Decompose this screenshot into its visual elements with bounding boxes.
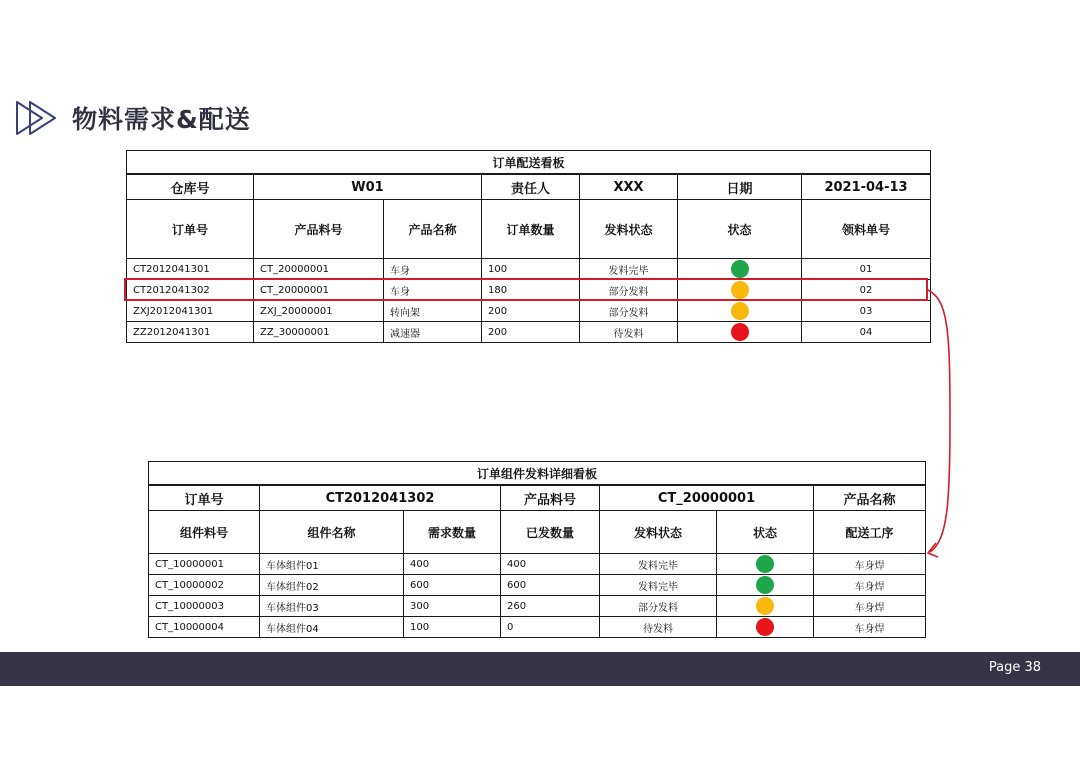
component-part-number: CT_10000002 — [149, 575, 260, 596]
delivery-process: 车身焊 — [814, 596, 926, 617]
status-light-icon — [756, 555, 774, 573]
table-row — [127, 301, 931, 322]
board-caption: 订单配送看板 — [127, 151, 931, 175]
board-caption: 订单组件发料详细看板 — [149, 462, 926, 486]
status-cell — [678, 259, 802, 280]
date-value: 2021-04-13 — [802, 174, 931, 200]
warehouse-label: 仓库号 — [127, 174, 254, 200]
column-header: 订单号 — [127, 200, 254, 259]
product-name: 车身 — [384, 280, 482, 301]
part-value: CT_20000001 — [600, 485, 814, 511]
double-chevron-right-icon — [16, 100, 62, 136]
demand-quantity: 600 — [404, 575, 501, 596]
product-name: 车身 — [384, 259, 482, 280]
status-cell — [717, 575, 814, 596]
status-light-icon — [756, 597, 774, 615]
column-header: 已发数量 — [501, 511, 600, 554]
status-cell — [717, 554, 814, 575]
status-cell — [678, 322, 802, 343]
delivery-process: 车身焊 — [814, 575, 926, 596]
issued-quantity: 400 — [501, 554, 600, 575]
issue-status: 发料完毕 — [600, 575, 717, 596]
order-quantity: 200 — [482, 301, 580, 322]
status-cell — [717, 617, 814, 638]
status-cell — [717, 596, 814, 617]
table-row — [127, 322, 931, 343]
status-light-icon — [731, 302, 749, 320]
order-value: CT2012041302 — [260, 485, 501, 511]
product-part-number: ZZ_30000001 — [254, 322, 384, 343]
order-number: ZZ2012041301 — [127, 322, 254, 343]
order-quantity: 180 — [482, 280, 580, 301]
status-light-icon — [756, 618, 774, 636]
order-quantity: 100 — [482, 259, 580, 280]
order-delivery-board — [126, 150, 931, 343]
column-header: 组件名称 — [260, 511, 404, 554]
column-header: 产品名称 — [384, 200, 482, 259]
status-cell — [678, 301, 802, 322]
column-header: 状态 — [717, 511, 814, 554]
delivery-process: 车身焊 — [814, 554, 926, 575]
column-header: 订单数量 — [482, 200, 580, 259]
issue-status: 部分发料 — [580, 280, 678, 301]
pick-list-number: 01 — [802, 259, 931, 280]
status-light-icon — [731, 281, 749, 299]
column-header: 状态 — [678, 200, 802, 259]
column-header: 配送工序 — [814, 511, 926, 554]
issued-quantity: 0 — [501, 617, 600, 638]
table-row — [149, 554, 926, 575]
column-header: 发料状态 — [580, 200, 678, 259]
issued-quantity: 260 — [501, 596, 600, 617]
status-light-icon — [731, 260, 749, 278]
component-name: 车体组件02 — [260, 575, 404, 596]
order-number: ZXJ2012041301 — [127, 301, 254, 322]
page-number: Page 38 — [988, 660, 1041, 675]
owner-label: 责任人 — [482, 174, 580, 200]
column-header: 领料单号 — [802, 200, 931, 259]
component-part-number: CT_10000001 — [149, 554, 260, 575]
owner-value: XXX — [580, 174, 678, 200]
column-header: 需求数量 — [404, 511, 501, 554]
delivery-process: 车身焊 — [814, 617, 926, 638]
table-row — [149, 596, 926, 617]
order-number: CT2012041301 — [127, 259, 254, 280]
issue-status: 部分发料 — [580, 301, 678, 322]
column-header: 产品料号 — [254, 200, 384, 259]
issue-status: 待发料 — [580, 322, 678, 343]
component-part-number: CT_10000003 — [149, 596, 260, 617]
component-name: 车体组件01 — [260, 554, 404, 575]
component-name: 车体组件04 — [260, 617, 404, 638]
component-name: 车体组件03 — [260, 596, 404, 617]
pick-list-number: 02 — [802, 280, 931, 301]
issue-status: 发料完毕 — [600, 554, 717, 575]
product-part-number: ZXJ_20000001 — [254, 301, 384, 322]
pick-list-number: 04 — [802, 322, 931, 343]
table-row — [127, 280, 931, 301]
status-light-icon — [756, 576, 774, 594]
issued-quantity: 600 — [501, 575, 600, 596]
product-name: 减速器 — [384, 322, 482, 343]
order-label: 订单号 — [149, 485, 260, 511]
issue-status: 部分发料 — [600, 596, 717, 617]
demand-quantity: 100 — [404, 617, 501, 638]
slide-title — [16, 96, 251, 140]
column-header: 发料状态 — [600, 511, 717, 554]
component-issue-detail-board — [148, 461, 926, 638]
status-cell — [678, 280, 802, 301]
footer-bar — [0, 652, 1080, 686]
part-label: 产品料号 — [501, 485, 600, 511]
pick-list-number: 03 — [802, 301, 931, 322]
page-title: 物料需求&配送 — [72, 105, 251, 134]
warehouse-value: W01 — [254, 174, 482, 200]
issue-status: 发料完毕 — [580, 259, 678, 280]
name-label: 产品名称 — [814, 485, 926, 511]
table-row — [149, 575, 926, 596]
component-part-number: CT_10000004 — [149, 617, 260, 638]
product-part-number: CT_20000001 — [254, 259, 384, 280]
status-light-icon — [731, 323, 749, 341]
order-number: CT2012041302 — [127, 280, 254, 301]
date-label: 日期 — [678, 174, 802, 200]
order-quantity: 200 — [482, 322, 580, 343]
table-row — [149, 617, 926, 638]
demand-quantity: 400 — [404, 554, 501, 575]
issue-status: 待发料 — [600, 617, 717, 638]
product-part-number: CT_20000001 — [254, 280, 384, 301]
demand-quantity: 300 — [404, 596, 501, 617]
product-name: 转向架 — [384, 301, 482, 322]
column-header: 组件料号 — [149, 511, 260, 554]
table-row — [127, 259, 931, 280]
